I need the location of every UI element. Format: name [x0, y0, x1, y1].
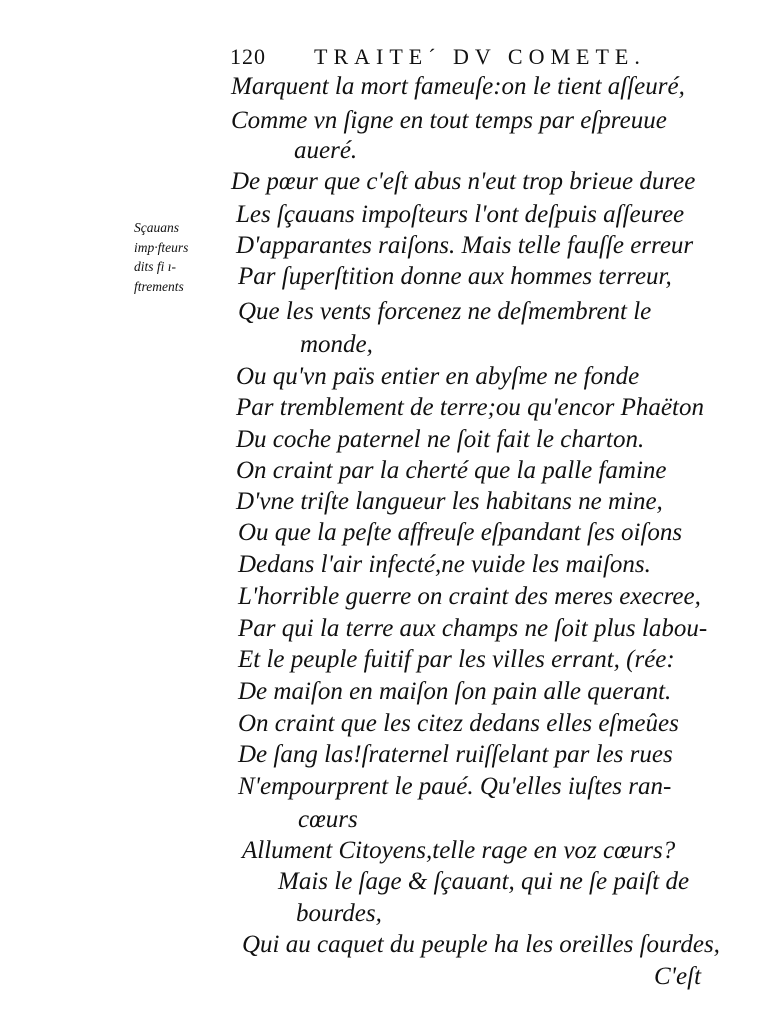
verse-line: bourdes,	[296, 900, 382, 927]
verse-line: Par ſuperſtition donne aux hommes terreur,	[238, 263, 672, 290]
verse-line: aueré.	[294, 137, 358, 164]
running-head	[230, 44, 670, 74]
verse-line: Ou que la peſte affreuſe eſpandant ſes oiſons	[238, 519, 683, 546]
catchword: C'eſt	[654, 963, 702, 990]
verse-line: Que les vents forcenez ne deſmembrent le	[238, 298, 652, 325]
page-number: 120	[230, 44, 266, 69]
verse-line: De maiſon en maiſon ſon pain alle querant.	[238, 678, 672, 705]
verse-line: On craint que les citez dedans elles eſmeûes	[238, 710, 679, 737]
verse-line: D'apparantes raiſons. Mais telle fauſſe erreur	[236, 232, 694, 259]
verse-line: Et le peuple fuitif par les villes errant, (rée:	[238, 646, 675, 673]
verse-line: Les ſçauans impoſteurs l'ont deſpuis aſſeuree	[236, 201, 685, 228]
verse-line: De pœur que c'eſt abus n'eut trop brieue duree	[231, 168, 696, 195]
margin-note-line: Sçauans	[134, 220, 179, 235]
verse-line: Du coche paternel ne ſoit fait le charton.	[236, 426, 645, 453]
verse-line: Qui au caquet du peuple ha les oreilles ſourdes,	[242, 931, 720, 958]
verse-line: monde,	[300, 331, 373, 358]
verse-line: N'empourprent le paué. Qu'elles iuſtes ran-	[238, 773, 672, 800]
verse-line: Comme vn ſigne en tout temps par eſpreuue	[231, 107, 667, 134]
verse-line: cœurs	[298, 806, 358, 833]
margin-note-line: dits fi ı-	[134, 259, 177, 274]
verse-line: L'horrible guerre on craint des meres execree,	[238, 583, 701, 610]
verse-line: Par qui la terre aux champs ne ſoit plus labou-	[238, 615, 708, 642]
verse-line: Par tremblement de terre;ou qu'encor Phaëton	[236, 394, 704, 421]
verse-line: De ſang las!ſraternel ruiſſelant par les rues	[238, 741, 673, 768]
running-title: TRAITE´ DV COMETE.	[314, 44, 646, 69]
verse-line: Ou qu'vn païs entier en abyſme ne fonde	[236, 363, 640, 390]
verse-line: Marquent la mort fameuſe:on le tient aſſeuré,	[231, 73, 685, 100]
verse-line: Allument Citoyens,telle rage en voz cœurs?	[242, 837, 676, 864]
margin-note	[134, 218, 234, 296]
margin-note-line: imp·fteurs	[134, 239, 189, 255]
verse-line: Dedans l'air infecté,ne vuide les maiſons.	[238, 551, 651, 578]
verse-line: On craint par la cherté que la palle famine	[236, 457, 667, 484]
margin-note-line: ftrements	[134, 278, 184, 294]
verse-line: Mais le ſage & ſçauant, qui ne ſe paiſt de	[278, 868, 690, 895]
verse-line: D'vne triſte langueur les habitans ne mine,	[236, 488, 663, 515]
